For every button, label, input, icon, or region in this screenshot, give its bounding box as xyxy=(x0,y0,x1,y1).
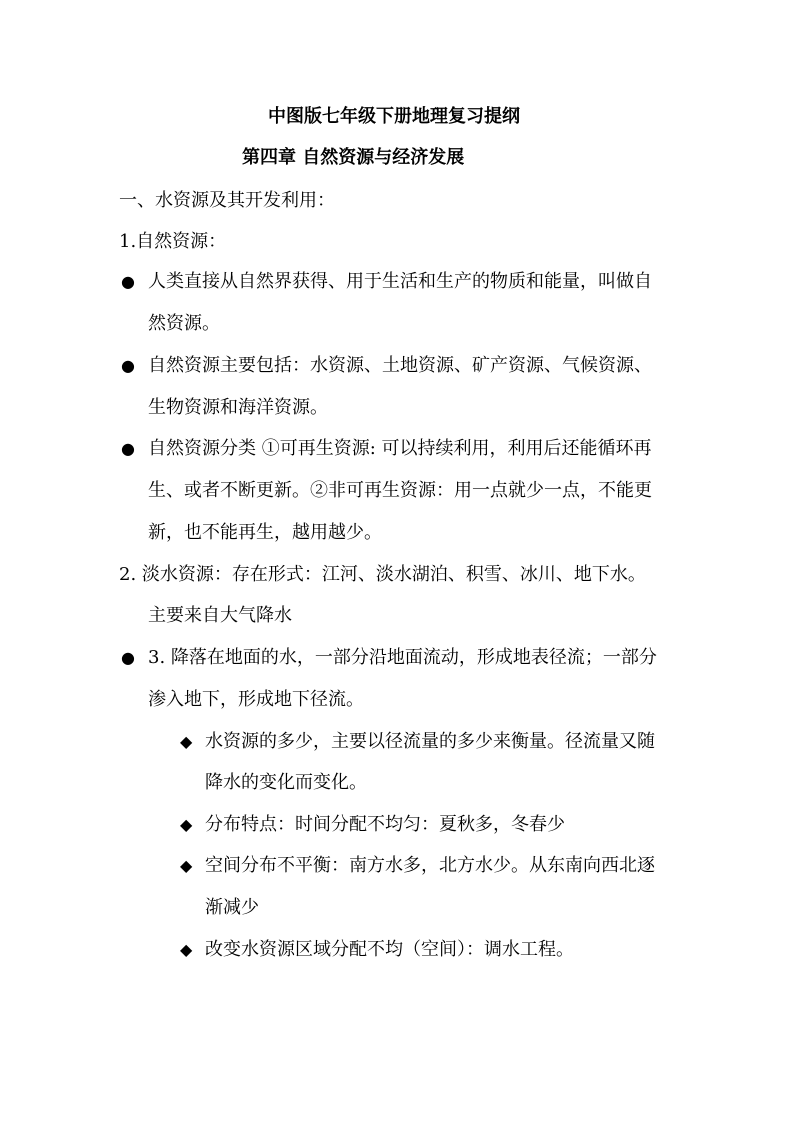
diamond-4-line-1: 改变水资源区域分配不均（空间）：调水工程。 xyxy=(205,939,574,960)
bullet-dot-icon: ● xyxy=(121,356,135,375)
diamond-bullet-icon: ◆ xyxy=(180,940,193,959)
diamond-3-line-1: 空间分布不平衡：南方水多，北方水少。从东南向西北逐 xyxy=(205,855,655,876)
bullet-dot-icon: ● xyxy=(121,272,135,291)
bullet-2-line-2: 生物资源和海洋资源。 xyxy=(148,397,328,418)
bullet-2-line-1: 自然资源主要包括：水资源、土地资源、矿产资源、气候资源、 xyxy=(148,355,652,376)
page-title: 中图版七年级下册地理复习提纲 xyxy=(268,106,520,127)
bullet-4-line-1: 3. 降落在地面的水，一部分沿地面流动，形成地表径流；一部分 xyxy=(148,647,657,668)
diamond-1-line-2: 降水的变化而变化。 xyxy=(205,772,367,793)
diamond-bullet-icon: ◆ xyxy=(180,815,193,834)
item-2-line-2: 主要来自大气降水 xyxy=(148,605,292,626)
bullet-dot-icon: ● xyxy=(121,648,135,667)
chapter-title: 第四章 自然资源与经济发展 xyxy=(242,147,465,168)
diamond-3-line-2: 渐减少 xyxy=(205,897,259,918)
subsection-heading: 1.自然资源： xyxy=(119,231,227,252)
bullet-3-line-2: 生、或者不断更新。②非可再生资源：用一点就少一点，不能更 xyxy=(148,480,652,501)
bullet-1-line-2: 然资源。 xyxy=(148,313,220,334)
diamond-bullet-icon: ◆ xyxy=(180,732,193,751)
item-2-line-1: 2. 淡水资源：存在形式：江河、淡水湖泊、积雪、冰川、地下水。 xyxy=(119,564,646,585)
bullet-4-line-2: 渗入地下，形成地下径流。 xyxy=(148,689,364,710)
section-heading: 一、水资源及其开发利用： xyxy=(119,190,335,211)
diamond-bullet-icon: ◆ xyxy=(180,856,193,875)
diamond-2-line-1: 分布特点：时间分配不均匀：夏秋多，冬春少 xyxy=(205,814,565,835)
diamond-1-line-1: 水资源的多少，主要以径流量的多少来衡量。径流量又随 xyxy=(205,731,655,752)
bullet-3-line-1: 自然资源分类 ①可再生资源: 可以持续利用，利用后还能循环再 xyxy=(148,438,652,459)
bullet-3-line-3: 新，也不能再生，越用越少。 xyxy=(148,522,382,543)
bullet-1-line-1: 人类直接从自然界获得、用于生活和生产的物质和能量，叫做自 xyxy=(148,271,652,292)
bullet-dot-icon: ● xyxy=(121,439,135,458)
